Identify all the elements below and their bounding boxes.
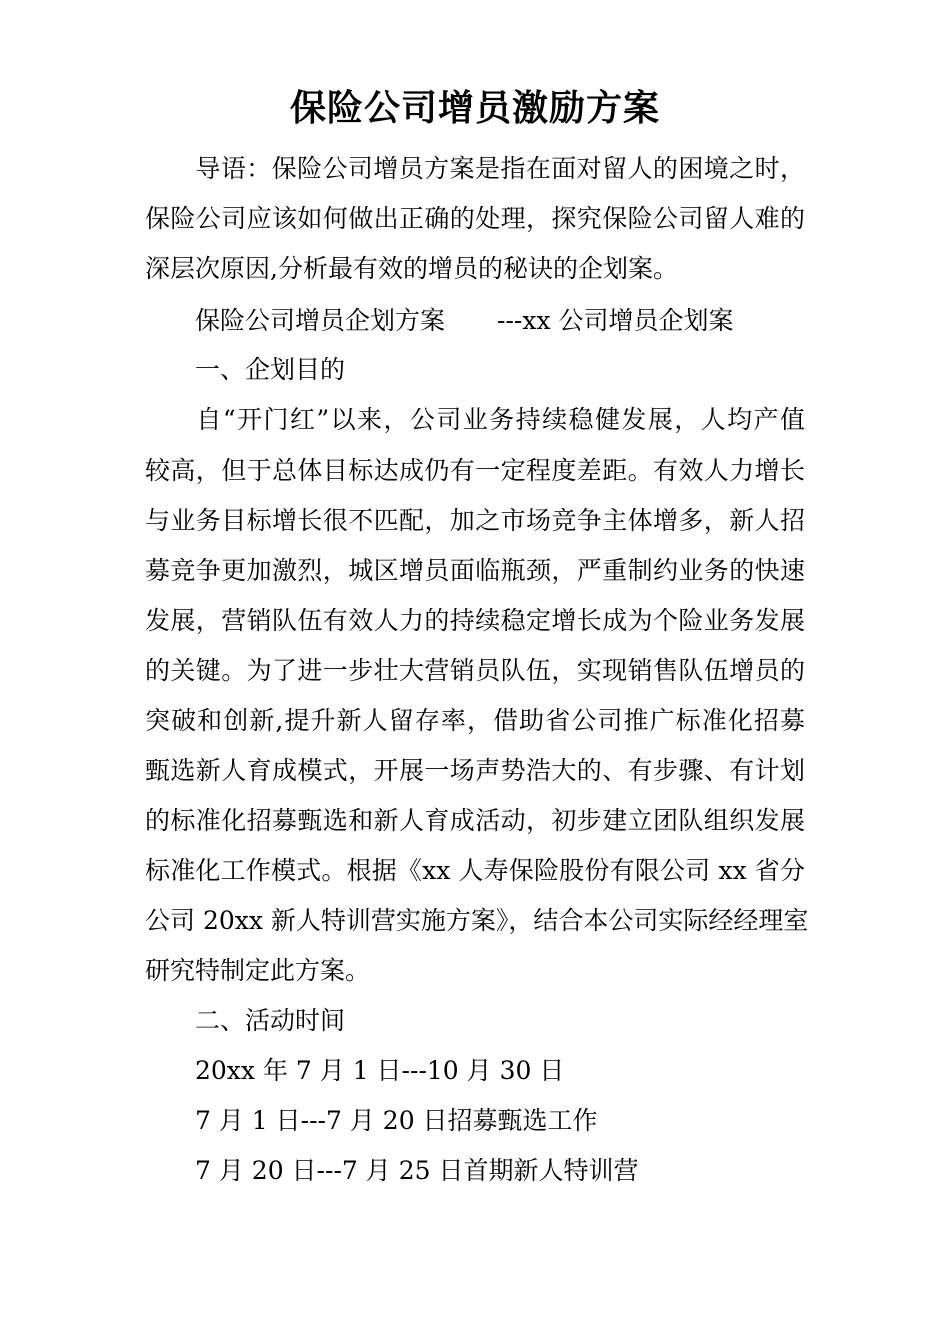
intro-line: 导语：保险公司增员方案是指在面对留人的困境之时， [195,154,805,183]
section1-line: 自“开门红”以来，公司业务持续稳健发展，人均产值 [195,405,805,434]
section1-line: 甄选新人育成模式，开展一场声势浩大的、有步骤、有计划 [145,756,805,785]
subtitle-left: 保险公司增员企划方案 [195,306,446,335]
subtitle-line [195,305,734,337]
section-heading-1: 一、企划目的 [195,355,346,384]
intro-line: 深层次原因,分析最有效的增员的秘诀的企划案。 [145,254,678,283]
section1-line: 与业务目标增长很不匹配，加之市场竞争主体增多，新人招 [145,506,805,535]
section1-line: 募竞争更加激烈，城区增员面临瓶颈，严重制约业务的快速 [145,556,805,585]
document-title: 保险公司增员激励方案 [289,87,660,129]
section1-line: 较高，但于总体目标达成仍有一定程度差距。有效人力增长 [145,456,805,485]
intro-line: 保险公司应该如何做出正确的处理，探究保险公司留人难的 [145,204,805,233]
schedule-line: 7 月 1 日---7 月 20 日招募甄选工作 [195,1106,598,1135]
section1-line: 标准化工作模式。根据《xx 人寿保险股份有限公司 xx 省分 [145,856,805,885]
section-heading-2: 二、活动时间 [195,1006,346,1035]
section1-line: 突破和创新,提升新人留存率，借助省公司推广标准化招募 [145,706,805,735]
schedule-line: 20xx 年 7 月 1 日---10 月 30 日 [195,1056,565,1085]
section1-line: 的标准化招募甄选和新人育成活动，初步建立团队组织发展 [145,806,805,835]
section1-line: 公司 20xx 新人特训营实施方案》，结合本公司实际经经理室 [145,906,809,935]
schedule-line: 7 月 20 日---7 月 25 日首期新人特训营 [195,1156,639,1185]
section1-line: 发展，营销队伍有效人力的持续稳定增长成为个险业务发展 [145,606,805,635]
section1-line: 研究特制定此方案。 [145,956,371,985]
section1-line: 的关键。为了进一步壮大营销员队伍，实现销售队伍增员的 [145,656,805,685]
subtitle-right: ---xx 公司增员企划案 [497,306,734,335]
